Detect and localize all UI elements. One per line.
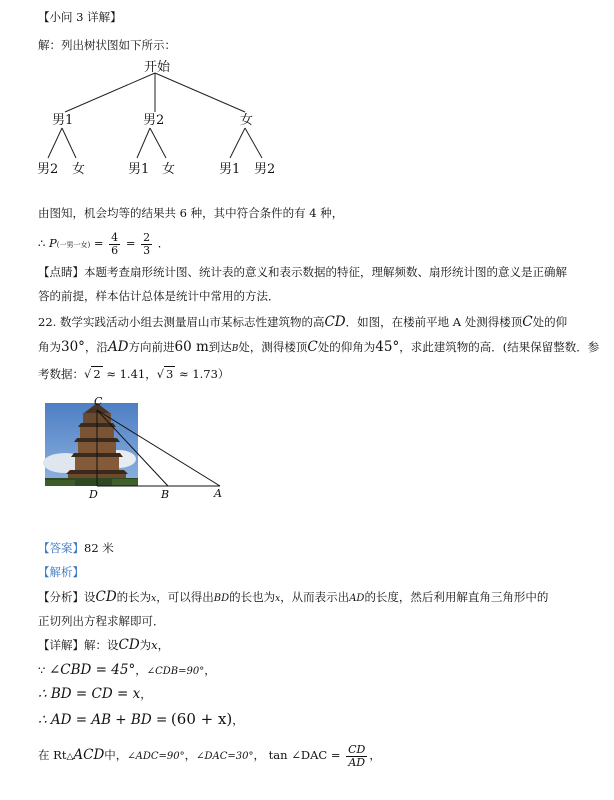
step-3: ∴ AD = AB + BD = (60 + x)， [38, 710, 244, 728]
tree-node-l1: 男1 [52, 113, 74, 128]
prob-p: P [48, 236, 57, 250]
tree-node-l1: 女 [240, 113, 254, 128]
step-1: ∵ ∠CBD = 45°，∠CDB=90°， [38, 662, 216, 678]
building-figure [40, 393, 240, 511]
point-b-label: B [161, 488, 170, 501]
question-22-line2: 角为30°，沿AD方向前进60 m到达B处，测得楼顶C处的仰角为45°，求此建筑物的高．(结果保留整数．参 [38, 339, 600, 355]
tree-node-l2: 男2 [37, 162, 59, 177]
tree-conclusion: 由图知，机会均等的结果共 6 种，其中符合条件的有 4 种， [38, 206, 344, 220]
tree-diagram [0, 0, 614, 200]
tree-node-l2: 女 [72, 162, 86, 177]
step-2: ∴ BD = CD = x， [38, 686, 152, 702]
probability-formula: ∴ P(一男一女) = $\frac{4}{6}$ = $\frac{2}{3}$ ． [38, 230, 170, 257]
answer-label: 【答案】 [38, 541, 84, 555]
tan-fraction: $\frac{CD}{AD}$ [348, 742, 366, 769]
building-photo [43, 403, 138, 486]
answer-value: 82 米 [84, 541, 114, 555]
detail-line: 【详解】解：设CD为x， [38, 637, 170, 653]
analysis-line1: 【分析】设CD的长为x，可以得出BD的长也为x，从而表示出AD的长度，然后利用解直角三角形中的 [38, 589, 549, 605]
equals: = [125, 236, 136, 250]
fraction-2-3: $\frac{2}{3}$ [143, 230, 151, 257]
point-c-label: C [94, 395, 103, 408]
equals: = [93, 236, 104, 250]
therefore-symbol: ∴ [38, 236, 46, 250]
prob-subscript: (一男一女) [56, 241, 91, 249]
section-heading: 【小问 3 详解】 [38, 10, 122, 24]
comment-line: 【点睛】本题考查扇形统计图、统计表的意义和表示数据的特征，理解频数、扇形统计图的意义是正确解 [38, 265, 567, 279]
analysis-label: 【解析】 [38, 565, 84, 579]
tree-node-l2: 女 [162, 162, 176, 177]
fraction-4-6: $\frac{4}{6}$ [111, 230, 119, 257]
tree-node-l2: 男1 [219, 162, 241, 177]
tree-node-l1: 男2 [143, 113, 165, 128]
step-4: 在 Rt△ACD中，∠ADC=90°，∠DAC=30°， tan ∠DAC = $\frac{CD}{AD}$ ， [38, 742, 381, 769]
point-a-label: A [214, 487, 222, 500]
comment-line: 答的前提，样本估计总体是统计中常用的方法． [38, 289, 280, 303]
point-d-label: D [89, 488, 98, 501]
tree-node-l2: 男1 [128, 162, 150, 177]
tree-root: 开始 [144, 60, 171, 75]
tree-node-l2: 男2 [254, 162, 276, 177]
question-22-line3: 考数据：√ 2 ≈ 1.41，√ 3 ≈ 1.73） [38, 367, 230, 381]
analysis-line2: 正切列出方程求解即可． [38, 614, 165, 628]
question-22-line1: 22. 数学实践活动小组去测量眉山市某标志性建筑物的高CD．如图，在楼前平地 A 处测得楼顶C处的仰 [38, 314, 568, 330]
answer-line [38, 540, 114, 556]
tree-intro: 解：列出树状图如下所示： [38, 38, 176, 52]
